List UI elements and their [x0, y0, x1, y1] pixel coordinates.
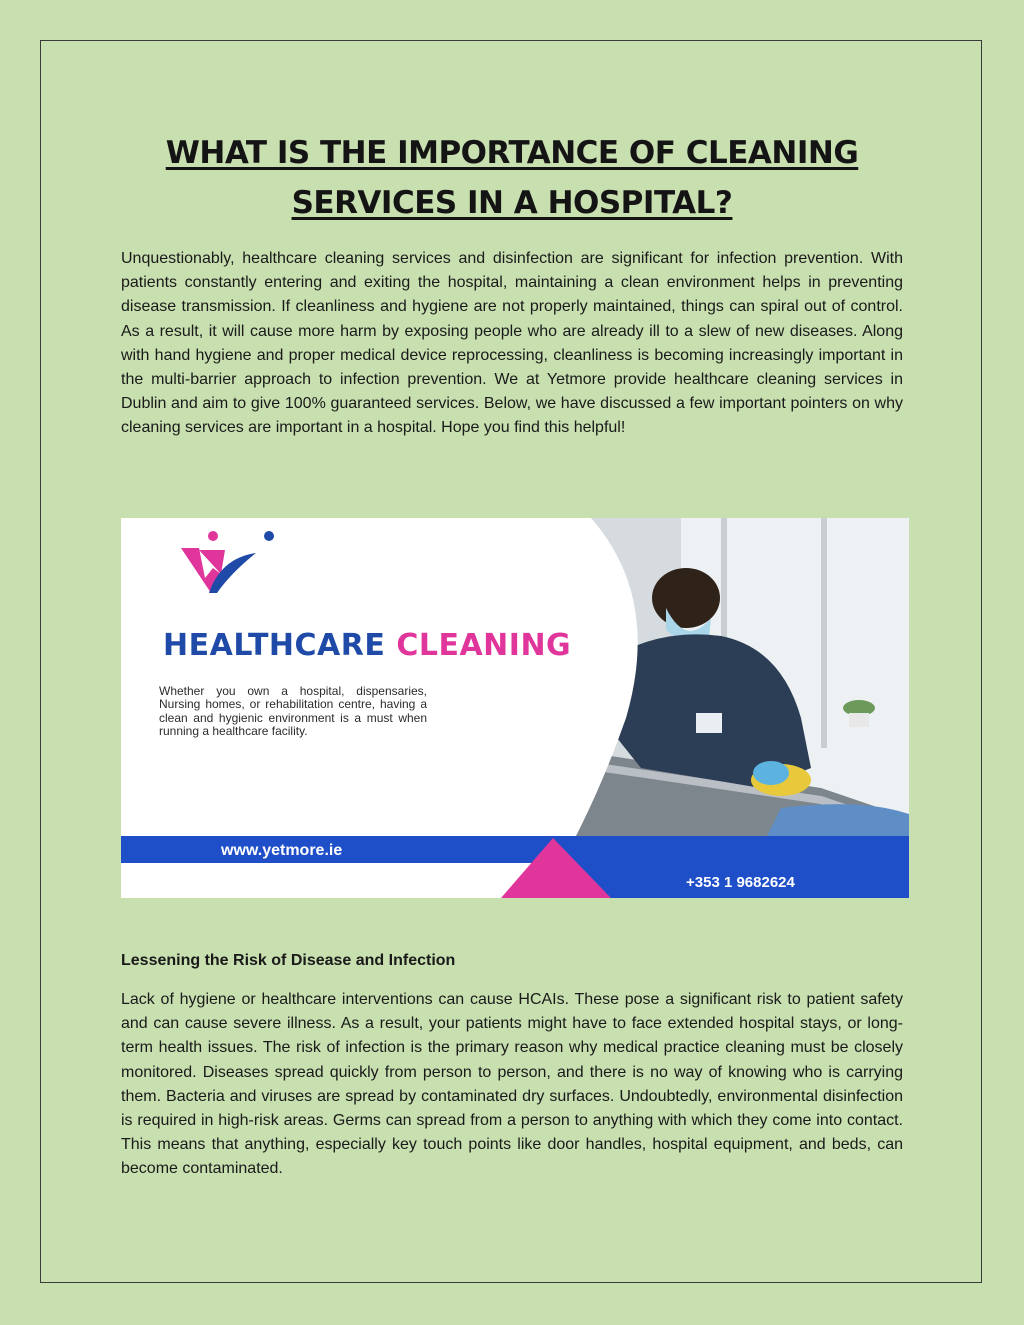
banner-phone: +353 1 9682624	[686, 874, 795, 891]
plant-pot	[849, 713, 869, 727]
section-paragraph: Lack of hygiene or healthcare interventions can cause HCAIs. These pose a significant risk to patient safety and can cause severe illness. As a result, your patients might have to face extended hospital stays, or long-term health issues. The risk of infection is the primary reason why medical practice cleaning must be closely monitored. Diseases spread quickly from person to person, and there is no way of knowing who is carrying them. Bacteria and viruses are spread by contaminated dry surfaces. Undoubtedly, environmental disinfection is required in high-risk areas. Germs can spread from a person to anything with which they come into contact. This means that anything, especially key touch points like door handles, hospital equipment, and beds, can become contaminated.	[121, 991, 903, 1178]
intro-paragraph: Unquestionably, healthcare cleaning services and disinfection are significant for infection prevention. With patients constantly entering and exiting the hospital, maintaining a clean environment helps in preventing disease transmission. If cleanliness and hygiene are not properly maintained, things can spiral out of control. As a result, it will cause more harm by exposing people who are already ill to a slew of new diseases. Along with hand hygiene and proper medical device reprocessing, cleanliness is becoming increasingly important in the multi-barrier approach to infection prevention. We at Yetmore provide healthcare cleaning services in Dublin and aim to give 100% guaranteed services. Below, we have discussed a few important pointers on why cleaning services are important in a hospital. Hope you find this helpful!	[121, 250, 903, 437]
page-title: WHAT IS THE IMPORTANCE OF CLEANING SERVICES IN A HOSPITAL?	[165, 135, 859, 221]
phone-icon	[121, 518, 143, 536]
glove	[753, 761, 789, 785]
banner-website: www.yetmore.ie	[221, 842, 343, 859]
id-badge	[696, 713, 722, 733]
window-frame	[821, 518, 827, 748]
banner-title-blue: HEALTHCARE	[163, 628, 386, 663]
banner-title	[163, 628, 571, 663]
banner-body: Whether you own a hospital, dispensaries, Nursing homes, or rehabilitation centre, having a clean and hygienic environment is a must when running a healthcare facility.	[159, 684, 427, 739]
worker-head	[652, 568, 720, 628]
healthcare-cleaning-banner	[121, 518, 909, 898]
section-heading: Lessening the Risk of Disease and Infection	[121, 952, 456, 969]
banner-title-pink: CLEANING	[396, 628, 572, 663]
